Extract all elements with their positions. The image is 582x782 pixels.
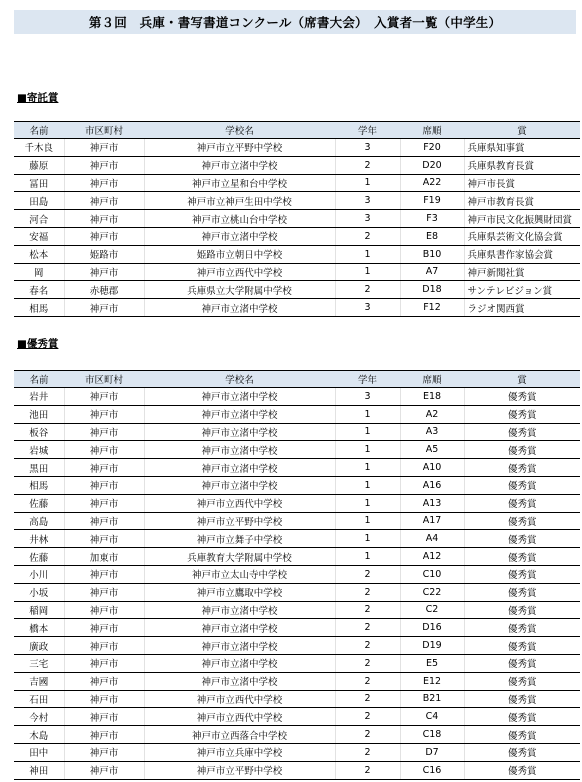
cell-city: 神戸市 — [64, 263, 144, 281]
cell-name: 稲岡 — [14, 601, 64, 619]
cell-prize: 優秀賞 — [464, 690, 580, 708]
cell-city: 神戸市 — [64, 672, 144, 690]
cell-name: 佐藤 — [14, 548, 64, 566]
cell-seat: A4 — [400, 530, 464, 548]
cell-grade: 2 — [335, 743, 400, 761]
col-header-city: 市区町村 — [64, 122, 144, 139]
table-row — [14, 281, 580, 299]
cell-grade: 1 — [335, 548, 400, 566]
cell-city: 神戸市 — [64, 388, 144, 406]
table-row — [14, 299, 580, 317]
col-header-name: 名前 — [14, 371, 64, 388]
cell-seat: E8 — [400, 227, 464, 245]
cell-grade: 1 — [335, 245, 400, 263]
cell-prize: 優秀賞 — [464, 708, 580, 726]
cell-grade: 2 — [335, 583, 400, 601]
cell-school: 神戸市立鷹取中学校 — [144, 583, 335, 601]
table-row — [14, 761, 580, 779]
col-header-grade: 学年 — [335, 371, 400, 388]
cell-seat: C2 — [400, 601, 464, 619]
cell-seat: A2 — [400, 405, 464, 423]
cell-school: 神戸市立神戸生田中学校 — [144, 192, 335, 210]
table-row — [14, 654, 580, 672]
cell-city: 神戸市 — [64, 494, 144, 512]
cell-seat: A16 — [400, 476, 464, 494]
cell-seat: C22 — [400, 583, 464, 601]
cell-city: 神戸市 — [64, 405, 144, 423]
cell-grade: 2 — [335, 156, 400, 174]
cell-school: 神戸市立渚中学校 — [144, 405, 335, 423]
cell-school: 神戸市立渚中学校 — [144, 476, 335, 494]
cell-prize: 優秀賞 — [464, 654, 580, 672]
cell-seat: A13 — [400, 494, 464, 512]
table-row — [14, 601, 580, 619]
cell-seat: E12 — [400, 672, 464, 690]
cell-school: 神戸市立渚中学校 — [144, 619, 335, 637]
cell-prize: 優秀賞 — [464, 548, 580, 566]
cell-name: 廣政 — [14, 637, 64, 655]
cell-name: 千木良 — [14, 139, 64, 157]
cell-seat: F19 — [400, 192, 464, 210]
table-row — [14, 263, 580, 281]
cell-grade: 3 — [335, 210, 400, 228]
cell-school: 神戸市立渚中学校 — [144, 156, 335, 174]
table-row — [14, 548, 580, 566]
cell-school: 神戸市立渚中学校 — [144, 459, 335, 477]
cell-name: 冨田 — [14, 174, 64, 192]
col-header-seat: 席順 — [400, 371, 464, 388]
cell-prize: 優秀賞 — [464, 388, 580, 406]
cell-grade: 1 — [335, 263, 400, 281]
table-row — [14, 423, 580, 441]
cell-grade: 2 — [335, 281, 400, 299]
cell-name: 吉國 — [14, 672, 64, 690]
cell-name: 相馬 — [14, 476, 64, 494]
cell-name: 池田 — [14, 405, 64, 423]
table-row — [14, 672, 580, 690]
cell-prize: サンテレビジョン賞 — [464, 281, 580, 299]
cell-city: 加東市 — [64, 548, 144, 566]
cell-grade: 2 — [335, 708, 400, 726]
cell-city: 神戸市 — [64, 601, 144, 619]
cell-school: 神戸市立渚中学校 — [144, 388, 335, 406]
cell-school: 神戸市立太山寺中学校 — [144, 565, 335, 583]
table-row — [14, 174, 580, 192]
cell-prize: 優秀賞 — [464, 476, 580, 494]
table-row — [14, 227, 580, 245]
cell-school: 兵庫教育大学附属中学校 — [144, 548, 335, 566]
table-row — [14, 743, 580, 761]
cell-seat: A5 — [400, 441, 464, 459]
table-row — [14, 637, 580, 655]
table-row — [14, 245, 580, 263]
cell-city: 神戸市 — [64, 174, 144, 192]
cell-school: 神戸市立渚中学校 — [144, 601, 335, 619]
cell-seat: D20 — [400, 156, 464, 174]
cell-name: 板谷 — [14, 423, 64, 441]
cell-grade: 1 — [335, 405, 400, 423]
col-header-seat: 席順 — [400, 122, 464, 139]
cell-city: 神戸市 — [64, 210, 144, 228]
cell-grade: 1 — [335, 512, 400, 530]
cell-seat: A22 — [400, 174, 464, 192]
cell-city: 赤穂郡 — [64, 281, 144, 299]
cell-grade: 1 — [335, 530, 400, 548]
cell-grade: 2 — [335, 654, 400, 672]
cell-grade: 3 — [335, 192, 400, 210]
table-row — [14, 690, 580, 708]
cell-name: 三宅 — [14, 654, 64, 672]
cell-city: 神戸市 — [64, 583, 144, 601]
table-row — [14, 405, 580, 423]
cell-name: 小川 — [14, 565, 64, 583]
cell-prize: 優秀賞 — [464, 565, 580, 583]
cell-city: 神戸市 — [64, 139, 144, 157]
cell-name: 田島 — [14, 192, 64, 210]
cell-seat: A17 — [400, 512, 464, 530]
cell-name: 今村 — [14, 708, 64, 726]
cell-grade: 2 — [335, 672, 400, 690]
cell-prize: 神戸市民文化振興財団賞 — [464, 210, 580, 228]
cell-grade: 3 — [335, 299, 400, 317]
table-row — [14, 139, 580, 157]
cell-school: 神戸市立平野中学校 — [144, 139, 335, 157]
cell-seat: F20 — [400, 139, 464, 157]
cell-city: 神戸市 — [64, 690, 144, 708]
cell-name: 井林 — [14, 530, 64, 548]
cell-city: 神戸市 — [64, 654, 144, 672]
cell-seat: C16 — [400, 761, 464, 779]
cell-seat: A3 — [400, 423, 464, 441]
cell-school: 姫路市立朝日中学校 — [144, 245, 335, 263]
cell-school: 神戸市立兵庫中学校 — [144, 743, 335, 761]
cell-prize: ラジオ関西賞 — [464, 299, 580, 317]
cell-seat: E18 — [400, 388, 464, 406]
cell-school: 神戸市立西代中学校 — [144, 708, 335, 726]
cell-school: 神戸市立平野中学校 — [144, 761, 335, 779]
cell-school: 神戸市立西落合中学校 — [144, 726, 335, 744]
cell-city: 神戸市 — [64, 708, 144, 726]
cell-prize: 優秀賞 — [464, 672, 580, 690]
cell-school: 神戸市立渚中学校 — [144, 637, 335, 655]
cell-seat: A7 — [400, 263, 464, 281]
cell-grade: 1 — [335, 441, 400, 459]
cell-city: 神戸市 — [64, 619, 144, 637]
table-row — [14, 459, 580, 477]
cell-prize: 優秀賞 — [464, 726, 580, 744]
cell-prize: 優秀賞 — [464, 530, 580, 548]
table-header-row — [14, 371, 580, 388]
table-row — [14, 583, 580, 601]
cell-prize: 兵庫県知事賞 — [464, 139, 580, 157]
cell-grade: 2 — [335, 227, 400, 245]
cell-name: 藤原 — [14, 156, 64, 174]
cell-school: 神戸市立渚中学校 — [144, 672, 335, 690]
cell-prize: 優秀賞 — [464, 512, 580, 530]
cell-name: 田中 — [14, 743, 64, 761]
table-row — [14, 441, 580, 459]
table-header-row — [14, 122, 580, 139]
cell-prize: 兵庫県書作家協会賞 — [464, 245, 580, 263]
cell-school: 神戸市立西代中学校 — [144, 494, 335, 512]
cell-school: 神戸市立渚中学校 — [144, 654, 335, 672]
cell-grade: 1 — [335, 423, 400, 441]
col-header-prize: 賞 — [464, 122, 580, 139]
cell-prize: 優秀賞 — [464, 423, 580, 441]
cell-seat: D7 — [400, 743, 464, 761]
cell-name: 安福 — [14, 227, 64, 245]
cell-name: 松本 — [14, 245, 64, 263]
cell-prize: 優秀賞 — [464, 494, 580, 512]
cell-prize: 神戸市教育長賞 — [464, 192, 580, 210]
cell-school: 神戸市立舞子中学校 — [144, 530, 335, 548]
cell-prize: 優秀賞 — [464, 637, 580, 655]
cell-seat: A10 — [400, 459, 464, 477]
table-row — [14, 512, 580, 530]
cell-prize: 神戸市長賞 — [464, 174, 580, 192]
cell-grade: 2 — [335, 761, 400, 779]
cell-city: 神戸市 — [64, 476, 144, 494]
cell-grade: 1 — [335, 174, 400, 192]
cell-name: 神田 — [14, 761, 64, 779]
col-header-school: 学校名 — [144, 122, 335, 139]
cell-school: 神戸市立桃山台中学校 — [144, 210, 335, 228]
cell-city: 神戸市 — [64, 530, 144, 548]
cell-name: 佐藤 — [14, 494, 64, 512]
table-row — [14, 494, 580, 512]
page-title: 第３回 兵庫・書写書道コンクール（席書大会） 入賞者一覧（中学生） — [14, 10, 576, 34]
cell-grade: 3 — [335, 139, 400, 157]
cell-city: 神戸市 — [64, 637, 144, 655]
cell-name: 河合 — [14, 210, 64, 228]
cell-prize: 神戸新聞社賞 — [464, 263, 580, 281]
cell-grade: 2 — [335, 619, 400, 637]
table-row — [14, 619, 580, 637]
cell-seat: C4 — [400, 708, 464, 726]
cell-grade: 2 — [335, 637, 400, 655]
cell-prize: 優秀賞 — [464, 459, 580, 477]
cell-prize: 優秀賞 — [464, 405, 580, 423]
table-row — [14, 476, 580, 494]
cell-seat: D18 — [400, 281, 464, 299]
cell-city: 神戸市 — [64, 743, 144, 761]
cell-school: 神戸市立西代中学校 — [144, 690, 335, 708]
cell-seat: E5 — [400, 654, 464, 672]
col-header-city: 市区町村 — [64, 371, 144, 388]
cell-prize: 優秀賞 — [464, 619, 580, 637]
table-row — [14, 388, 580, 406]
cell-grade: 1 — [335, 476, 400, 494]
cell-school: 神戸市立渚中学校 — [144, 423, 335, 441]
cell-seat: C10 — [400, 565, 464, 583]
col-header-prize: 賞 — [464, 371, 580, 388]
cell-prize: 兵庫県教育長賞 — [464, 156, 580, 174]
table-row — [14, 156, 580, 174]
cell-grade: 1 — [335, 459, 400, 477]
yushu-award-table — [14, 370, 580, 780]
cell-grade: 2 — [335, 726, 400, 744]
cell-city: 神戸市 — [64, 441, 144, 459]
cell-school: 神戸市立渚中学校 — [144, 299, 335, 317]
cell-seat: A12 — [400, 548, 464, 566]
cell-school: 神戸市立渚中学校 — [144, 441, 335, 459]
col-header-name: 名前 — [14, 122, 64, 139]
cell-seat: B21 — [400, 690, 464, 708]
cell-city: 神戸市 — [64, 423, 144, 441]
cell-school: 神戸市立渚中学校 — [144, 227, 335, 245]
cell-grade: 2 — [335, 601, 400, 619]
cell-school: 神戸市立西代中学校 — [144, 263, 335, 281]
cell-name: 橋本 — [14, 619, 64, 637]
cell-name: 高島 — [14, 512, 64, 530]
cell-seat: C18 — [400, 726, 464, 744]
table-row — [14, 708, 580, 726]
kitaku-award-table — [14, 121, 580, 317]
table-row — [14, 726, 580, 744]
cell-seat: F3 — [400, 210, 464, 228]
cell-prize: 優秀賞 — [464, 761, 580, 779]
section-heading-yushu: ■優秀賞 — [17, 338, 59, 350]
cell-name: 春名 — [14, 281, 64, 299]
cell-prize: 優秀賞 — [464, 441, 580, 459]
cell-prize: 優秀賞 — [464, 601, 580, 619]
cell-grade: 1 — [335, 494, 400, 512]
section-heading-kitaku: ■寄託賞 — [17, 92, 59, 104]
cell-grade: 2 — [335, 690, 400, 708]
cell-school: 神戸市立平野中学校 — [144, 512, 335, 530]
cell-city: 神戸市 — [64, 156, 144, 174]
cell-city: 神戸市 — [64, 227, 144, 245]
cell-city: 神戸市 — [64, 512, 144, 530]
table-row — [14, 565, 580, 583]
cell-prize: 兵庫県芸術文化協会賞 — [464, 227, 580, 245]
cell-city: 神戸市 — [64, 459, 144, 477]
cell-name: 石田 — [14, 690, 64, 708]
cell-city: 神戸市 — [64, 565, 144, 583]
table-row — [14, 530, 580, 548]
table-row — [14, 210, 580, 228]
cell-name: 岩城 — [14, 441, 64, 459]
cell-seat: D16 — [400, 619, 464, 637]
cell-grade: 2 — [335, 565, 400, 583]
cell-seat: B10 — [400, 245, 464, 263]
col-header-school: 学校名 — [144, 371, 335, 388]
cell-seat: F12 — [400, 299, 464, 317]
cell-prize: 優秀賞 — [464, 583, 580, 601]
cell-name: 岡 — [14, 263, 64, 281]
cell-seat: D19 — [400, 637, 464, 655]
cell-city: 神戸市 — [64, 192, 144, 210]
cell-name: 岩井 — [14, 388, 64, 406]
cell-city: 神戸市 — [64, 761, 144, 779]
cell-city: 神戸市 — [64, 299, 144, 317]
cell-school: 兵庫県立大学附属中学校 — [144, 281, 335, 299]
col-header-grade: 学年 — [335, 122, 400, 139]
cell-city: 姫路市 — [64, 245, 144, 263]
cell-grade: 3 — [335, 388, 400, 406]
cell-city: 神戸市 — [64, 726, 144, 744]
cell-name: 黒田 — [14, 459, 64, 477]
cell-name: 木島 — [14, 726, 64, 744]
cell-school: 神戸市立星和台中学校 — [144, 174, 335, 192]
table-row — [14, 192, 580, 210]
cell-name: 相馬 — [14, 299, 64, 317]
cell-prize: 優秀賞 — [464, 743, 580, 761]
cell-name: 小坂 — [14, 583, 64, 601]
